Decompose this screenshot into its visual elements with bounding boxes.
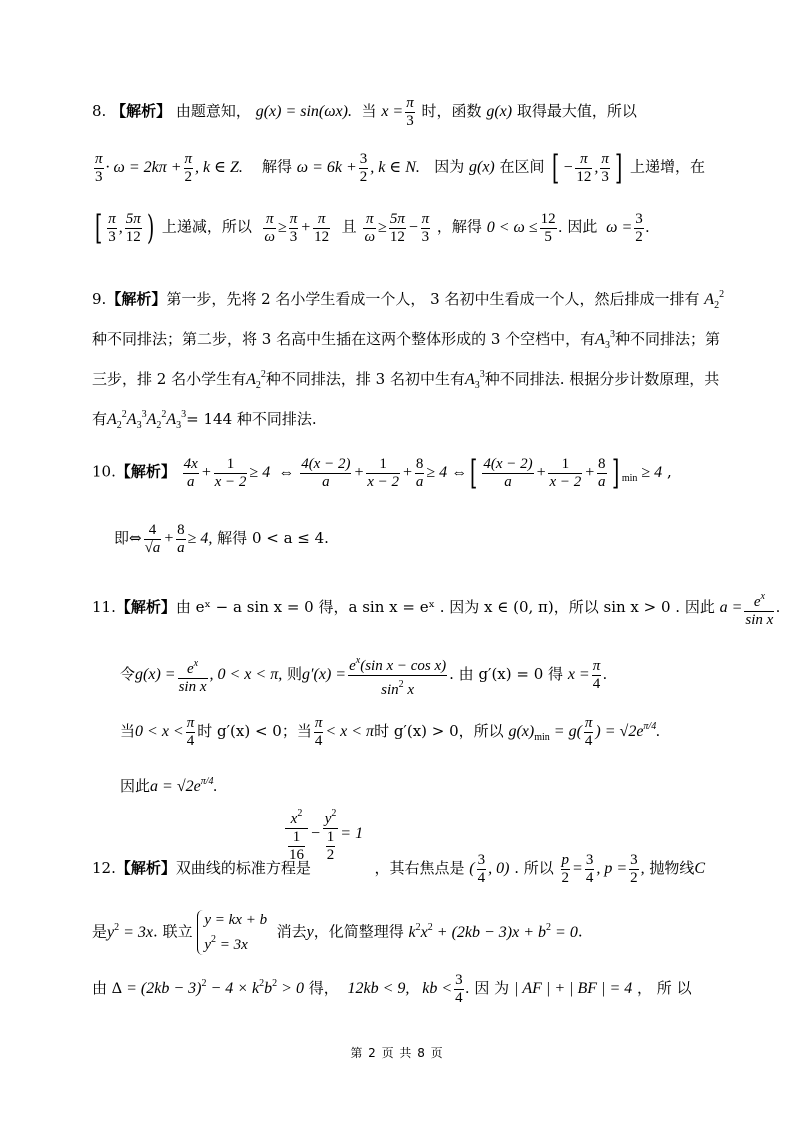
q11-text-5: 当 — [120, 722, 136, 741]
q11-text-1: 由 eˣ − a sin x = 0 得，a sin x = eˣ . 因为 x ∈ (0, π)，所以 sin x > 0 . 因此 — [175, 598, 715, 617]
q10-tag: 【解析】 — [115, 462, 176, 481]
q11-answer: $a = √2e^{\pi/4}$. — [150, 776, 218, 795]
q12-ineq-1: 12kb < 9, — [343, 980, 410, 998]
q12-number: 12. — [92, 859, 116, 878]
q12-text-7: 消去 — [276, 922, 307, 941]
q11-text-6: 时 g′(x) < 0；当 — [197, 722, 312, 741]
q8-interval-1: [ − $\frac{\pi}{12}$ , $\frac{\pi}{3}$ ] — [552, 148, 623, 188]
q9-formula-a22-b: $A_2^2$ — [246, 369, 266, 391]
q10-formula: $\frac{4}{√a}$ + $\frac{8}{a}$ ≥ 4, — [144, 522, 213, 556]
q11-interval-1: 0 < x < $\frac{\pi}{4}$ — [135, 715, 195, 749]
q10-number: 10. — [92, 462, 116, 481]
q9-formula-a33-b: $A_3^3$ — [464, 369, 485, 391]
q8-interval-2: [ $\frac{\pi}{3}$ , $\frac{5\pi}{12}$ ) — [94, 208, 155, 248]
q11-formula-crit: x = $\frac{\pi}{4}$ . — [567, 658, 608, 692]
q12-line-1 — [92, 852, 705, 887]
q12-c: C — [694, 860, 706, 878]
q12-ineq-2: kb < $\frac{3}{4}$ . — [414, 972, 470, 1006]
q11-line-3 — [120, 715, 660, 750]
q8-text-5: 解得 — [261, 157, 292, 176]
q9-tag: 【解析】 — [106, 290, 167, 308]
q9-line-4 — [92, 405, 317, 436]
q12-text-11: 因 为 — [474, 979, 510, 998]
q9-text-5: 种不同排法，排 3 名初中生有 — [265, 370, 465, 388]
q11-text-8: 因此 — [120, 777, 151, 795]
q11-number: 11. — [92, 598, 116, 617]
q10-line-2 — [114, 522, 329, 557]
q9-text-6: 种不同排法. 根据分步计数原理，共 — [484, 370, 720, 388]
q11-text-2: 令 — [120, 665, 136, 684]
q11-line-4 — [120, 772, 218, 797]
q8-text-10: 且 — [341, 217, 357, 236]
q12-tag: 【解析】 — [115, 859, 176, 878]
q8-text-4: 取得最大值，所以 — [516, 102, 637, 121]
q8-formula-g: g(x) = sin(ωx). — [255, 103, 352, 121]
q12-text-12: ， 所 以 — [637, 979, 692, 998]
q12-text-5: 是 — [92, 922, 108, 941]
q8-ineq-3: 0 < ω ≤ $\frac{12}{5}$ . — [486, 210, 563, 245]
q9-formula-a22: $A_2^2$ — [704, 289, 725, 311]
q12-text-9: 由 — [92, 979, 108, 998]
page-footer: 第 2 页 共 8 页 — [350, 1046, 444, 1060]
q12-text-2: ，其右焦点是 — [374, 859, 465, 878]
q9-text-8: = 144 种不同排法. — [186, 410, 317, 428]
q12-system: y = kx + b $y^2 = 3x$ — [197, 910, 267, 955]
q9-text-1: 第一步，先将 2 名小学生看成一个人， 3 名初中生看成一个人，然后排成一排有 — [166, 290, 700, 308]
q8-text-12: 因此 — [567, 217, 598, 236]
q12-quadratic: $k^2x^2 + (2kb - 3)x + b^2 = 0$ — [408, 921, 578, 941]
q9-number: 9. — [92, 290, 107, 308]
q12-text-10: 得， — [308, 979, 339, 998]
q12-focus: ( $\frac{3}{4}$ , 0) — [469, 852, 510, 886]
q12-sum: | AF | + | BF | = 4 — [513, 980, 633, 998]
q10-comma: , — [666, 462, 672, 481]
q11-interval-2: $\frac{\pi}{4}$ < x < π — [314, 715, 375, 749]
q8-text-1: 由题意知， — [175, 102, 251, 121]
q10-text-2: 解得 0 < a ≤ 4. — [217, 529, 329, 548]
q8-formula-gx: g(x) — [486, 103, 513, 121]
q12-text-3: . 所以 — [514, 859, 554, 878]
q11-line-2 — [120, 652, 607, 699]
q8-number: 8. — [92, 102, 107, 121]
q9-line-1 — [92, 285, 724, 316]
q8-formula-x: x = $\frac{\pi}{3}$ — [381, 95, 414, 129]
q12-y: y — [306, 923, 314, 941]
q11-line-1 — [92, 588, 780, 629]
q11-text-3: 则 — [287, 665, 303, 684]
q8-text-6: 因为 — [434, 157, 465, 176]
q8-line-3 — [92, 210, 650, 246]
q10-text-1: 即⇔ — [114, 529, 142, 548]
q8-text-7: 在区间 — [499, 157, 545, 176]
q9-text-4: 三步，排 2 名小学生有 — [92, 370, 247, 388]
q12-line-2: 是$y^2 = 3x$. 联立 y = kx + b $y^2 = 3x$ 消去y，化简整理得 $k^2x^2 + (2kb - 3)x + b^2 = 0$. — [92, 912, 583, 953]
q11-text-4: . 由 g′(x) = 0 得 — [449, 665, 564, 684]
q11-tag: 【解析】 — [115, 598, 176, 617]
q9-formula-a33: $A_3^3$ — [595, 329, 615, 351]
q12-text-6: . 联立 — [153, 922, 193, 941]
q12-formula-p: $\frac{p}{2}$ = $\frac{3}{4}$ , p = $\frac{3}{2}$ , — [561, 852, 645, 886]
q8-formula-gx-2: g(x) — [469, 158, 495, 176]
q10-line-1 — [92, 455, 672, 491]
q11-formula-min: $g(x)_{min} = g$( $\frac{\pi}{4}$ ) = $√2e^{\pi/4}$. — [508, 715, 661, 749]
q9-text-2: 种不同排法；第二步，将 3 名高中生插在这两个整体形成的 3 个空档中，有 — [92, 330, 596, 348]
q8-text-2: 当 — [361, 102, 377, 121]
q8-tag: 【解析】 — [111, 102, 172, 121]
q10-chain: $\frac{4x}{a}$ + $\frac{1}{x - 2}$ ≥ 4 ⇔ $\frac{4(x - 2)}{a}$ + $\frac{1}{x - 2}$ + $\frac{8}{a}$ ≥ 4 ⇔[ $\frac{4(x - 2)}{a}$ + $\frac{1}{x - 2}$ + $\frac{8}{a}$ ] $_{min}$ ≥ 4 — [183, 453, 663, 493]
q12-line-3 — [92, 972, 692, 1007]
q8-answer: ω = $\frac{3}{2}$ . — [602, 210, 650, 245]
q8-ineq-2: $\frac{\pi}{\omega}$ ≥ $\frac{5\pi}{12}$ − $\frac{\pi}{3}$ — [364, 210, 430, 245]
q12-text-4: 抛物线 — [649, 859, 695, 878]
q11-formula-gprime: g′(x) = $\frac{e^x(\sin x - \cos x)}{\sin^2 x}$ — [302, 666, 449, 683]
q9-line-3 — [92, 365, 719, 396]
q11-formula-g: g(x) = $\frac{e^x}{\text{sin x}}$ , 0 < x < π, — [135, 666, 282, 683]
q12-parabola: $y^2 = 3x$ — [107, 921, 154, 941]
q12-discriminant: $\Delta = (2kb - 3)^2 - 4 \times k^2b^2 > 0$ — [111, 978, 304, 998]
q12-text-8: ，化简整理得 — [313, 922, 404, 941]
q8-formula-omega-sol: ω = 6k + $\frac{3}{2}$ , k ∈ N. — [296, 150, 420, 185]
q9-text-3: 种不同排法；第 — [614, 330, 720, 348]
q8-text-11: ，解得 — [436, 217, 482, 236]
q11-text-7: 时 g′(x) > 0，所以 — [374, 722, 504, 741]
q9-line-2 — [92, 325, 720, 356]
q8-line-2 — [92, 150, 705, 186]
q8-ineq-1: $\frac{\pi}{\omega}$ ≥ $\frac{\pi}{3}$ + $\frac{\pi}{12}$ — [264, 210, 330, 245]
q9-formula-product: $A_2^2A_3^3A_2^2A_3^3$ — [107, 409, 187, 431]
q8-formula-omega-eq: $\frac{\pi}{3}$ · ω = 2kπ + $\frac{\pi}{2}$ , k ∈ Z. — [95, 150, 243, 185]
q11-formula-a: a = $\frac{e^x}{\text{sin x}}$ . — [720, 599, 781, 616]
q8-text-8: 上递增，在 — [629, 157, 705, 176]
q9-text-7: 有 — [92, 410, 108, 428]
q12-formula-hyperbola: $\frac{x^2}{\frac{1}{16}}$ − $\frac{y^2}{\frac{1}{2}}$ = 1 — [283, 825, 363, 842]
q12-text-1: 双曲线的标准方程是 — [175, 859, 311, 878]
q8-line-1 — [92, 95, 637, 130]
q8-text-3: 时，函数 — [421, 102, 482, 121]
q8-text-9: 上递减，所以 — [161, 217, 252, 236]
